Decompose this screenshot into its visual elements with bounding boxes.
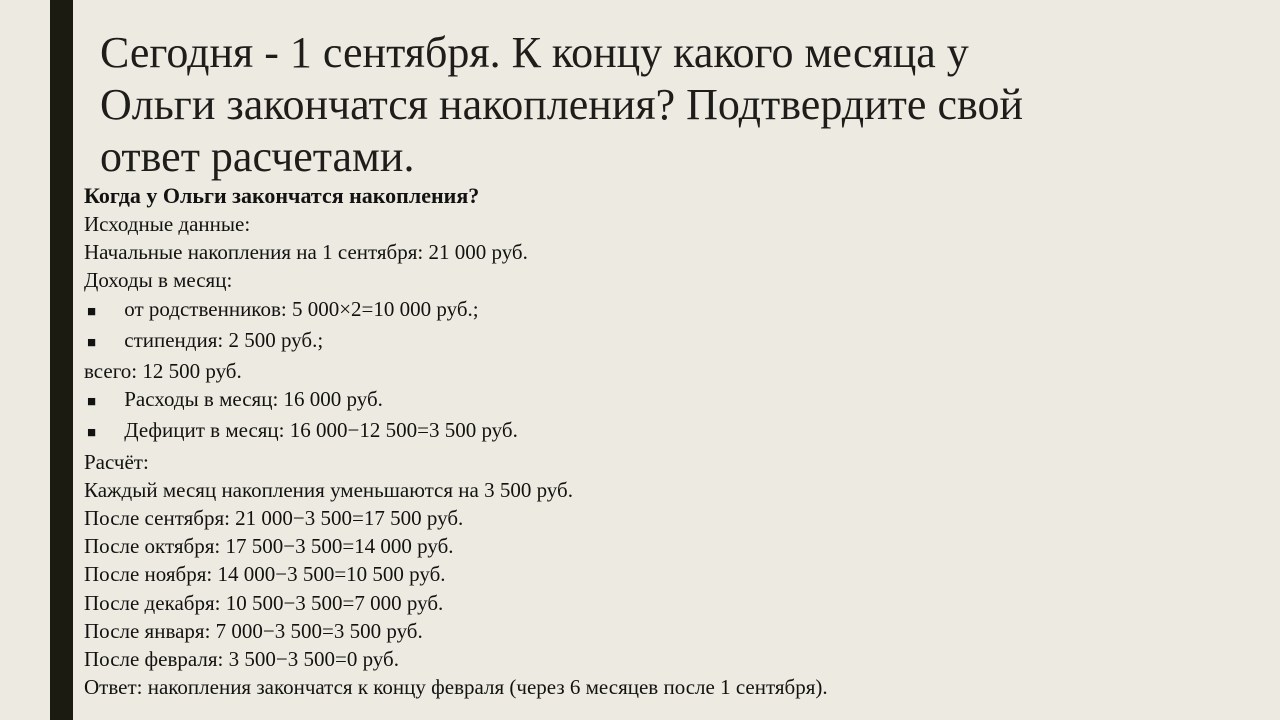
- body-line: [84, 645, 1204, 673]
- body-line-text: Ответ: накопления закончатся к концу февраля (через 6 месяцев после 1 сентября).: [84, 675, 828, 700]
- body-line-text: После января: 7 000−3 500=3 500 руб.: [84, 618, 423, 643]
- bullet-square-icon: ■: [87, 425, 97, 442]
- body-line: [84, 560, 1204, 588]
- body-line-text: Каждый месяц накопления уменьшаются на 3 500 руб.: [84, 477, 573, 502]
- body-line-text: Расчёт:: [84, 449, 149, 474]
- body-lines: [84, 210, 1204, 701]
- body-line: [84, 385, 1204, 416]
- body-line: [84, 210, 1204, 238]
- bullet-square-icon: ■: [87, 303, 97, 320]
- body-line-text: всего: 12 500 руб.: [84, 359, 242, 384]
- body-line: [84, 238, 1204, 266]
- slide-title: [100, 27, 1180, 183]
- body-line-text: от родственников: 5 000×2=10 000 руб.;: [124, 296, 479, 321]
- body-line: [84, 673, 1204, 701]
- body-line-text: Начальные накопления на 1 сентября: 21 000 руб.: [84, 240, 528, 265]
- body-line-text: Исходные данные:: [84, 212, 251, 236]
- body-line-text: После февраля: 3 500−3 500=0 руб.: [84, 647, 399, 672]
- body-line-text: После октября: 17 500−3 500=14 000 руб.: [84, 534, 454, 559]
- title-line-3: ответ расчетами.: [100, 132, 415, 181]
- left-accent-bar: [50, 0, 73, 720]
- body-line-text: Расходы в месяц: 16 000 руб.: [124, 387, 383, 412]
- body-line: [84, 266, 1204, 294]
- body-line: [84, 416, 1204, 447]
- title-line-1: Сегодня - 1 сентября. К концу какого месяца у: [100, 28, 969, 77]
- body-line: [84, 504, 1204, 532]
- body-line: [84, 295, 1204, 326]
- body-line: [84, 589, 1204, 617]
- body-line-text: После ноября: 14 000−3 500=10 500 руб.: [84, 562, 446, 587]
- body-line-text: стипендия: 2 500 руб.;: [124, 327, 324, 352]
- body-line-text: После декабря: 10 500−3 500=7 000 руб.: [84, 590, 444, 615]
- body-line: [84, 357, 1204, 385]
- body-line-text: Доходы в месяц:: [84, 268, 233, 293]
- body-heading: Когда у Ольги закончатся накопления?: [84, 183, 480, 208]
- body-line: [84, 532, 1204, 560]
- title-line-2: Ольги закончатся накопления? Подтвердите свой: [100, 80, 1023, 129]
- body-line: [84, 448, 1204, 476]
- bullet-square-icon: ■: [87, 334, 97, 351]
- body-line: [84, 617, 1204, 645]
- body-line-text: После сентября: 21 000−3 500=17 500 руб.: [84, 506, 464, 531]
- body-line: [84, 476, 1204, 504]
- body-line-text: Дефицит в месяц: 16 000−12 500=3 500 руб.: [124, 418, 518, 443]
- bullet-square-icon: ■: [87, 394, 97, 411]
- slide-body: [84, 182, 1204, 701]
- body-line: [84, 326, 1204, 357]
